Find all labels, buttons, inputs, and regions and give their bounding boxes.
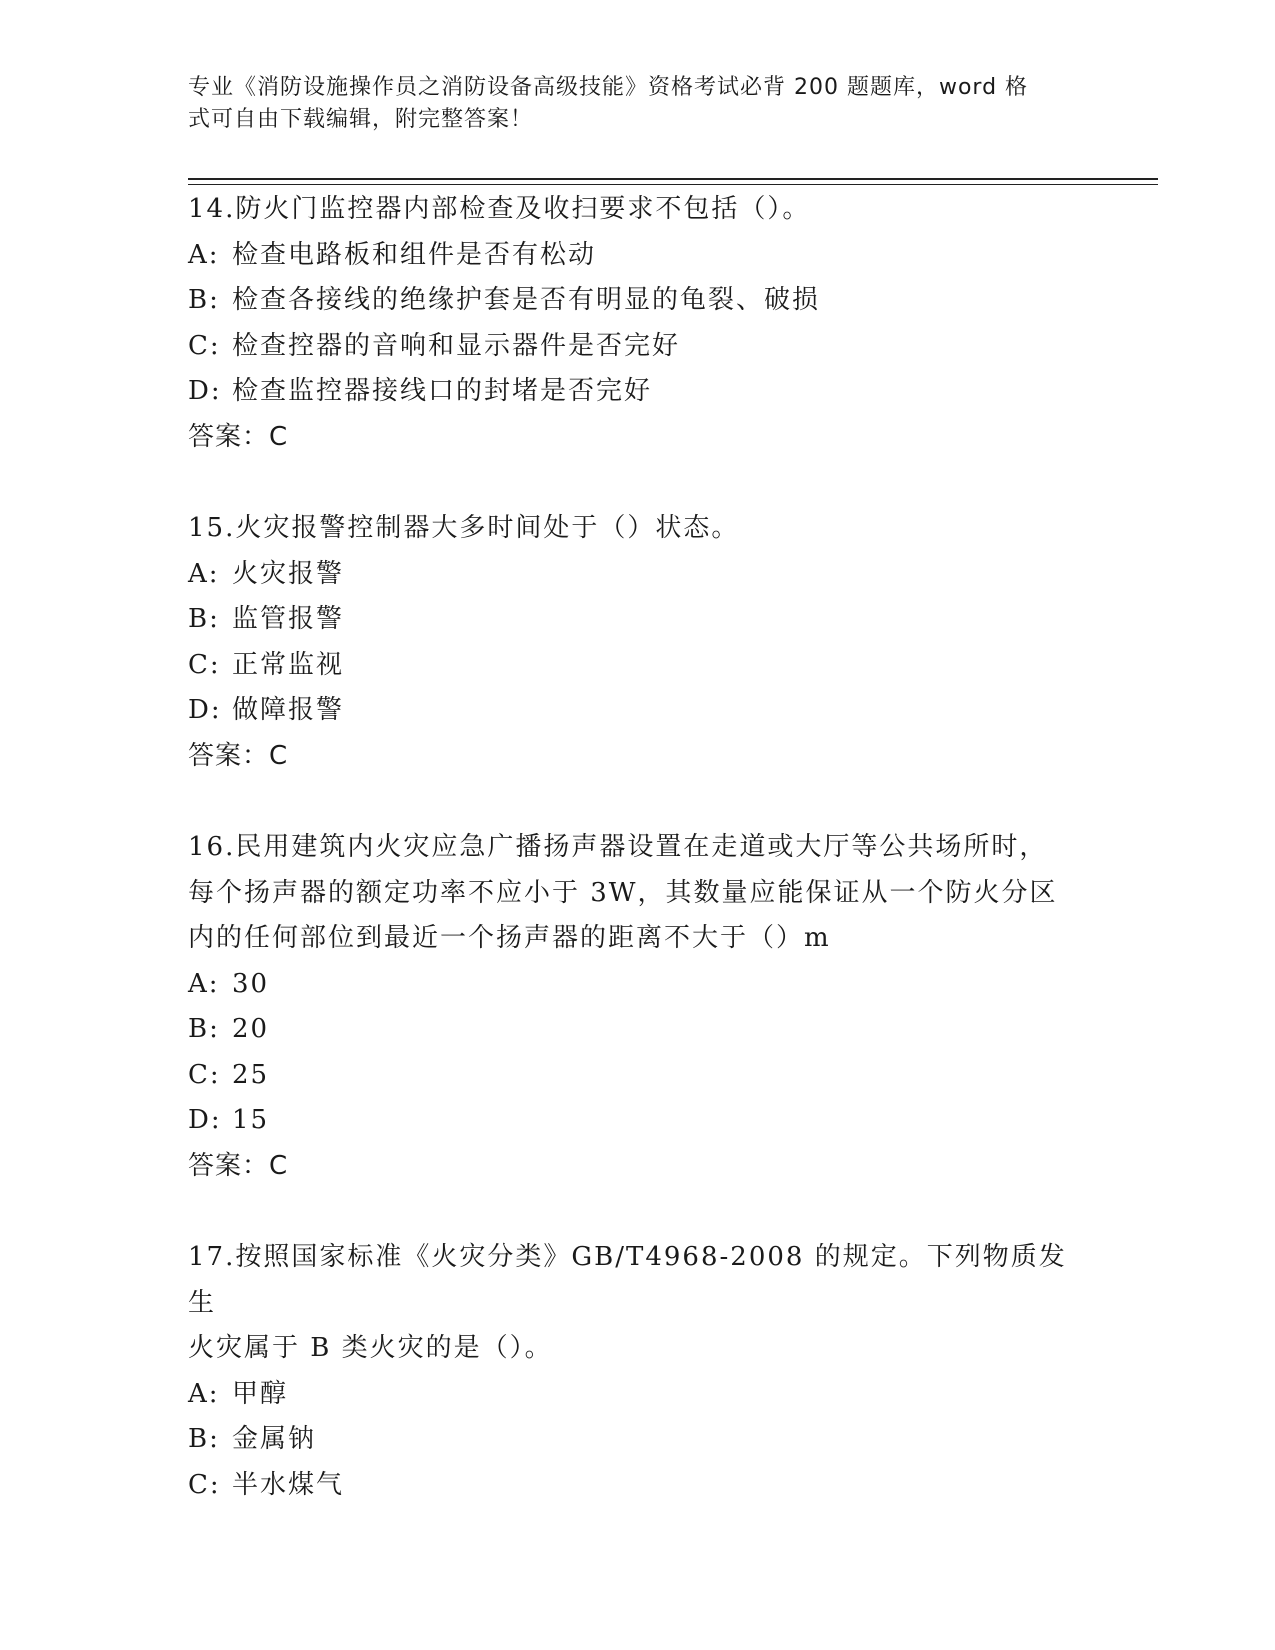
question-stem: 内的任何部位到最近一个扬声器的距离不大于（）m [188, 923, 831, 953]
option-text: 金属钠 [232, 1424, 317, 1454]
option-row [188, 1372, 1068, 1418]
question-15 [188, 506, 1068, 779]
header-divider-thin [188, 184, 1158, 185]
option-row [188, 643, 1068, 689]
question-list [188, 187, 1068, 1508]
question-14 [188, 187, 1068, 460]
option-text: 检查电路板和组件是否有松动 [232, 239, 597, 270]
option-row [188, 278, 1068, 324]
question-stem: 16.民用建筑内火灾应急广播扬声器设置在走道或大厅等公共场所时， [188, 832, 1048, 862]
question-stem: 15.火灾报警控制器大多时间处于（）状态。 [188, 513, 740, 543]
option-label: A: [188, 968, 220, 999]
option-label: A: [188, 1378, 220, 1409]
option-label: D: [188, 695, 222, 725]
option-text: 20 [232, 1014, 270, 1044]
option-label: B: [188, 1424, 220, 1454]
option-label: A: [188, 239, 220, 270]
option-text: 半水煤气 [232, 1469, 345, 1500]
question-stem: 17.按照国家标准《火灾分类》GB/T4968-2008 的规定。下列物质发生 [188, 1242, 1067, 1318]
document-header [188, 72, 1068, 136]
option-text: 30 [232, 968, 270, 999]
option-text: 检查各接线的绝缘护套是否有明显的龟裂、破损 [232, 285, 821, 315]
option-text: 监管报警 [232, 604, 345, 634]
option-label: C: [188, 1469, 221, 1500]
answer-line: 答案：C [188, 421, 289, 452]
option-text: 甲醇 [232, 1378, 289, 1409]
option-text: 火灾报警 [232, 558, 345, 589]
option-label: D: [188, 1105, 222, 1135]
option-text: 检查控器的音响和显示器件是否完好 [232, 330, 681, 361]
question-stem: 14.防火门监控器内部检查及收扫要求不包括（）。 [188, 194, 811, 224]
question-stem: 每个扬声器的额定功率不应小于 3W，其数量应能保证从一个防火分区 [188, 877, 1058, 908]
option-row [188, 688, 1068, 734]
option-label: C: [188, 1059, 221, 1090]
option-text: 检查监控器接线口的封堵是否完好 [232, 376, 653, 406]
header-line: 专业《消防设施操作员之消防设备高级技能》资格考试必背 200 题题库，word 格 [188, 75, 1029, 100]
option-label: C: [188, 649, 221, 680]
answer-line: 答案：C [188, 740, 289, 771]
option-text: 正常监视 [232, 649, 345, 680]
option-row [188, 1098, 1068, 1144]
option-text: 15 [232, 1105, 270, 1135]
option-row [188, 962, 1068, 1008]
question-17 [188, 1235, 1068, 1508]
answer-line: 答案：C [188, 1150, 289, 1181]
option-row [188, 1053, 1068, 1099]
option-row [188, 552, 1068, 598]
option-text: 做障报警 [232, 695, 345, 725]
option-row [188, 597, 1068, 643]
option-label: B: [188, 285, 220, 315]
option-label: B: [188, 1014, 220, 1044]
option-row [188, 233, 1068, 279]
option-label: A: [188, 558, 220, 589]
header-line: 式可自由下载编辑，附完整答案！ [188, 107, 534, 132]
option-row [188, 1417, 1068, 1463]
option-row [188, 369, 1068, 415]
option-text: 25 [232, 1059, 270, 1090]
option-row [188, 324, 1068, 370]
option-label: D: [188, 376, 222, 406]
option-label: B: [188, 604, 220, 634]
question-stem: 火灾属于 B 类火灾的是（）。 [188, 1333, 553, 1363]
option-row [188, 1007, 1068, 1053]
header-divider [188, 178, 1158, 180]
question-16 [188, 825, 1068, 1189]
option-label: C: [188, 330, 221, 361]
option-row [188, 1463, 1068, 1509]
